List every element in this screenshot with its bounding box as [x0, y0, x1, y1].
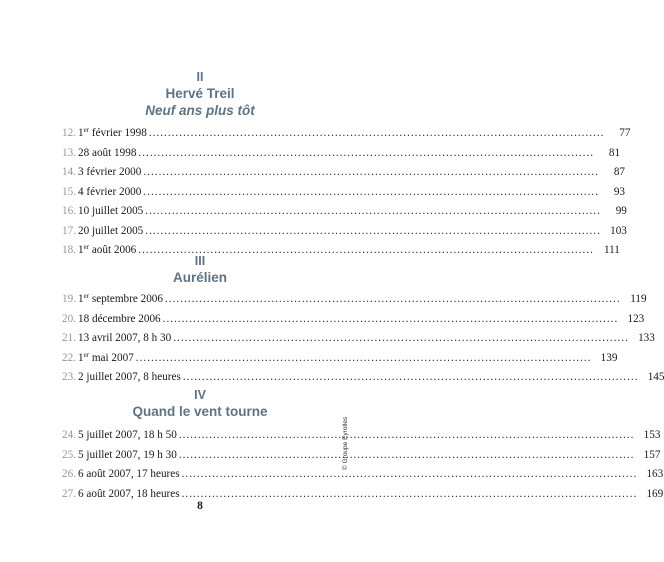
- chapter-title-text: 4 février 2000: [78, 185, 142, 198]
- chapter-title-text: 6 août 2007, 18 heures: [78, 487, 180, 500]
- ordinal-superscript: er: [83, 126, 90, 134]
- page-ref: 81: [608, 146, 621, 159]
- dot-leader: ........................................................................................................................: [148, 127, 605, 139]
- dot-leader: ........................................................................................................................: [145, 224, 601, 237]
- chapter-number: 18.: [62, 244, 76, 256]
- chapter-title-text: 1: [78, 244, 84, 256]
- part-title: Quand le vent tourne: [132, 404, 268, 419]
- part-heading-iv: [0, 388, 400, 420]
- chapter-title: [78, 310, 161, 330]
- chapter-title: [78, 446, 177, 466]
- toc-list-iii: [62, 290, 664, 388]
- dot-leader: ........................................................................................................................: [178, 429, 635, 441]
- chapter-title-rest: septembre 2006: [89, 293, 163, 305]
- chapter-number: 27.: [62, 487, 76, 500]
- toc-entry[interactable]: [62, 465, 664, 485]
- dot-leader: ........................................................................................................................: [138, 146, 595, 159]
- toc-entry[interactable]: [62, 349, 618, 369]
- page-ref: 99: [615, 205, 627, 217]
- chapter-number: 24.: [62, 429, 76, 441]
- chapter-title-rest: août 2006: [89, 244, 137, 256]
- part-numeral: II: [196, 70, 204, 84]
- chapter-number: 17.: [62, 224, 76, 237]
- part-subtitle: Neuf ans plus tôt: [145, 103, 255, 118]
- part-heading-iii: [0, 254, 400, 286]
- chapter-number: 14.: [62, 166, 76, 178]
- chapter-number: 22.: [62, 351, 76, 364]
- page-ref: 93: [613, 185, 625, 198]
- toc-entry[interactable]: [62, 290, 647, 310]
- chapter-title-text: 3 février 2000: [78, 166, 142, 178]
- page-ref: 157: [643, 448, 661, 461]
- chapter-title: [78, 202, 143, 222]
- page-ref: 103: [610, 224, 627, 237]
- chapter-title-text: 1: [78, 127, 84, 139]
- dot-leader: ........................................................................................................................: [181, 468, 638, 480]
- dot-leader: ........................................................................................................................: [178, 448, 635, 461]
- page-ref: 169: [646, 487, 664, 500]
- chapter-title: [78, 183, 141, 203]
- chapter-title: [78, 426, 177, 446]
- toc-entry[interactable]: [62, 310, 645, 330]
- toc-entry[interactable]: [62, 426, 661, 446]
- toc-entry[interactable]: [62, 368, 664, 388]
- toc-list-ii: [62, 124, 631, 261]
- copyright-note: © Groupe Eyrolles: [342, 416, 349, 470]
- chapter-number: 25.: [62, 448, 76, 461]
- page-ref: 145: [647, 371, 664, 383]
- chapter-number: 20.: [62, 312, 76, 325]
- toc-entry[interactable]: [62, 163, 625, 183]
- dot-leader: ........................................................................................................................: [145, 205, 601, 217]
- dot-leader: ........................................................................................................................: [165, 293, 621, 305]
- chapter-title: [78, 368, 181, 388]
- chapter-title-rest: mai 2007: [89, 351, 134, 364]
- chapter-title-text: 20 juillet 2005: [78, 224, 144, 237]
- dot-leader: ........................................................................................................................: [173, 332, 629, 344]
- chapter-title: [78, 124, 147, 144]
- page-ref: 119: [630, 293, 647, 305]
- toc-entry[interactable]: [62, 202, 627, 222]
- dot-leader: ........................................................................................................................: [143, 185, 599, 198]
- chapter-number: 19.: [62, 293, 76, 305]
- toc-entry[interactable]: [62, 222, 627, 242]
- chapter-title: [78, 163, 141, 183]
- chapter-title: [78, 329, 171, 349]
- chapter-title-text: 5 juillet 2007, 19 h 30: [78, 448, 177, 461]
- ordinal-superscript: er: [83, 292, 90, 300]
- chapter-title-text: 13 avril 2007, 8 h 30: [78, 332, 172, 344]
- ordinal-superscript: er: [83, 243, 90, 251]
- toc-entry[interactable]: [62, 124, 631, 144]
- chapter-number: 15.: [62, 185, 76, 198]
- chapter-number: 16.: [62, 205, 76, 217]
- chapter-number: 21.: [62, 332, 76, 344]
- chapter-title-text: 1: [78, 351, 84, 364]
- page-ref: 77: [619, 127, 631, 139]
- chapter-number: 23.: [62, 371, 76, 383]
- dot-leader: ........................................................................................................................: [143, 166, 599, 178]
- toc-entry[interactable]: [62, 144, 621, 164]
- page-ref: 87: [613, 166, 625, 178]
- page-ref: 163: [646, 468, 664, 480]
- toc-entry[interactable]: [62, 446, 661, 466]
- chapter-title: [78, 349, 134, 369]
- dot-leader: ........................................................................................................................: [181, 487, 638, 500]
- chapter-title-text: 5 juillet 2007, 18 h 50: [78, 429, 177, 441]
- part-numeral: IV: [194, 388, 206, 402]
- chapter-title: [78, 290, 163, 310]
- chapter-title-text: 6 août 2007, 17 heures: [78, 468, 180, 480]
- chapter-title-text: 1: [78, 293, 84, 305]
- ordinal-superscript: er: [83, 350, 90, 359]
- chapter-title: [78, 144, 136, 164]
- dot-leader: ........................................................................................................................: [162, 312, 619, 325]
- part-title: Aurélien: [172, 270, 227, 285]
- chapter-number: 13.: [62, 146, 76, 159]
- page-ref: 133: [638, 332, 655, 344]
- page-ref: 139: [600, 351, 618, 364]
- chapter-title: [78, 222, 143, 242]
- part-title: Hervé Treil: [165, 86, 235, 101]
- toc-entry[interactable]: [62, 329, 655, 349]
- page-ref: 111: [603, 244, 620, 256]
- chapter-title-rest: février 1998: [89, 127, 147, 139]
- chapter-number: 26.: [62, 468, 76, 480]
- page-number: 8: [197, 500, 203, 512]
- chapter-title-text: 2 juillet 2007, 8 heures: [78, 371, 181, 383]
- page-ref: 123: [627, 312, 645, 325]
- chapter-title-text: 18 décembre 2006: [78, 312, 161, 325]
- chapter-title-text: 10 juillet 2005: [78, 205, 144, 217]
- chapter-title-text: 28 août 1998: [78, 146, 137, 159]
- dot-leader: ........................................................................................................................: [182, 371, 639, 383]
- dot-leader: ........................................................................................................................: [138, 244, 594, 256]
- chapter-title: [78, 465, 180, 485]
- toc-entry[interactable]: [62, 183, 625, 203]
- chapter-number: 12.: [62, 127, 76, 139]
- dot-leader: ........................................................................................................................: [135, 351, 592, 364]
- page-ref: 153: [643, 429, 661, 441]
- part-numeral: III: [194, 254, 206, 268]
- part-heading-ii: [0, 70, 400, 119]
